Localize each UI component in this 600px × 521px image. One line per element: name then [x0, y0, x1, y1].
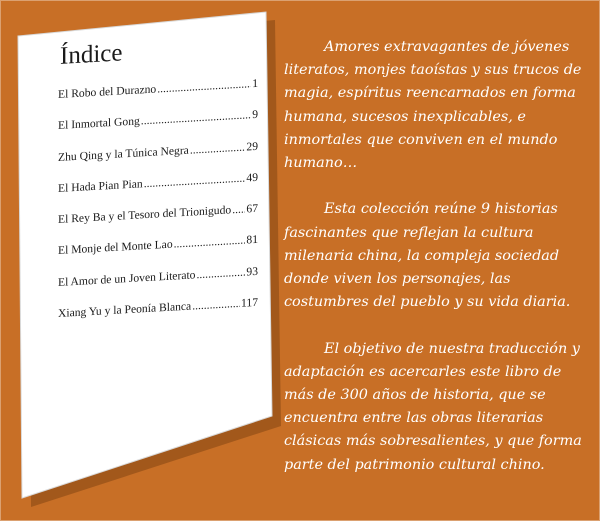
- index-entry-page: 9: [252, 108, 258, 122]
- table-of-contents: [58, 33, 258, 340]
- book-page: [0, 0, 290, 521]
- index-entry-page: 67: [246, 202, 258, 216]
- description-paragraph: El objetivo de nuestra traducción y adaptación es acercarles este libro de más de 300 años de historia, que se encuentra entre las obras literarias clásicas más sobresalientes, y que forma parte del patrimonio cultural chino.: [284, 340, 582, 473]
- dot-leader: [157, 78, 251, 95]
- index-entry-title: El Amor de un Joven Literato: [58, 268, 196, 289]
- description-paragraph: Amores extravagantes de jóvenes literatos, monjes taoístas y sus trucos de magia, espíritus reencarnados en forma humana, sucesos inexplicables, e inmortales que conviven en el mundo humano…: [284, 39, 582, 172]
- index-entry-title: El Inmortal Gong: [58, 114, 140, 133]
- index-entry-page: 1: [252, 76, 258, 91]
- index-entry-page: 81: [246, 233, 258, 247]
- index-entry-page: 29: [246, 139, 258, 154]
- description-paragraph: Esta colección reúne 9 historias fascinantes que reflejan la cultura milenaria china, la compleja sociedad donde viven los personajes, las costumbres del pueblo y su vida diaria.: [284, 201, 571, 311]
- dot-leader: [196, 266, 245, 280]
- index-entry-title: Xiang Yu y la Peonía Blanca: [58, 299, 192, 321]
- index-entry-title: El Robo del Durazno: [58, 82, 157, 101]
- index-entry-title: El Hada Pian Pian: [58, 177, 143, 195]
- index-entry-page: 49: [246, 170, 258, 185]
- index-entry-title: Zhu Qing y la Túnica Negra: [58, 143, 189, 164]
- dot-leader: [190, 141, 246, 156]
- description-text: [284, 36, 590, 500]
- index-entry-page: 117: [241, 295, 258, 310]
- index-entry-title: El Monje del Monte Lao: [58, 238, 173, 258]
- index-entry-page: 93: [246, 264, 258, 279]
- index-title: Índice: [60, 39, 123, 70]
- dot-leader: [232, 204, 245, 216]
- index-list: [58, 78, 258, 340]
- index-entry-title: El Rey Ba y el Tesoro del Trionigudo: [58, 203, 232, 227]
- dot-leader: [192, 298, 240, 312]
